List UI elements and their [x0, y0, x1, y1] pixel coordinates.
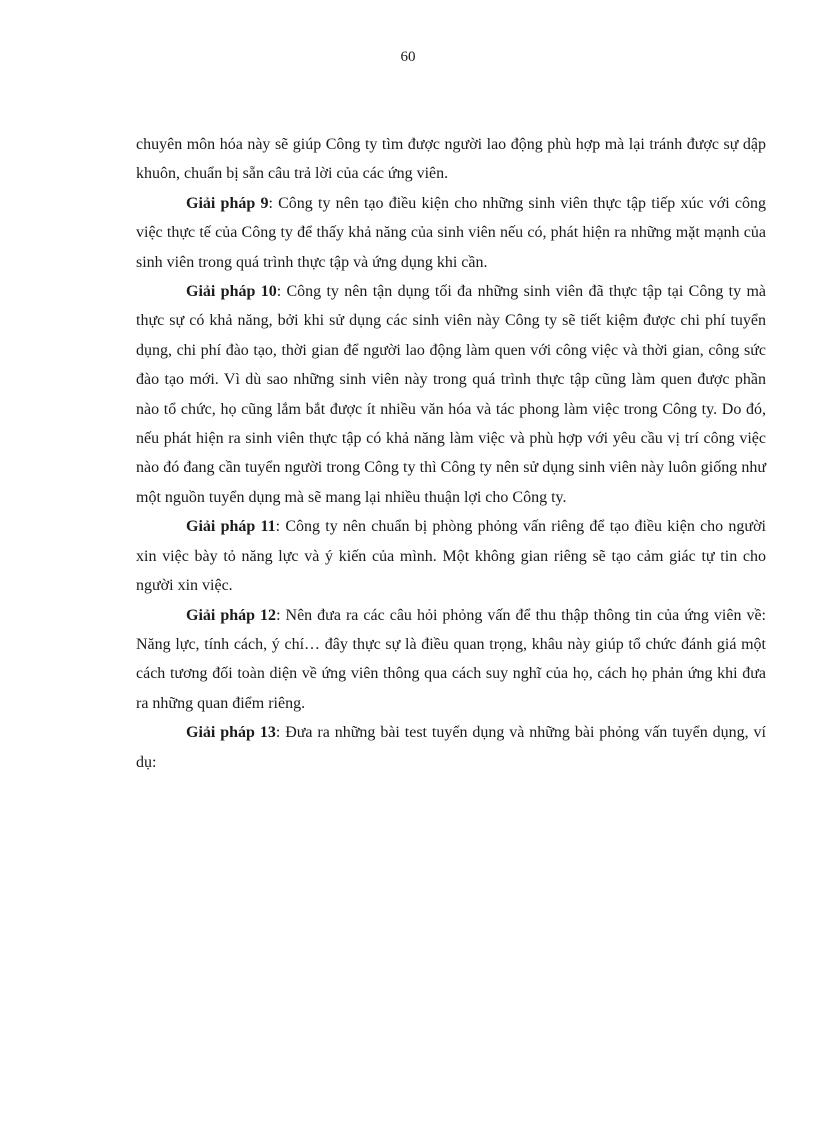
paragraph-text: : Công ty nên tận dụng tối đa những sinh viên đã thực tập tại Công ty mà thực sự có khả năng, bởi khi sử dụng các sinh viên này Công ty sẽ tiết kiệm được chi phí tuyển dụng, chi phí đào tạo, thời gian để người lao động làm quen với công việc và thời gian, công sức đào tạo mới. Vì dù sao những sinh viên này trong quá trình thực tập cũng làm quen được phần nào tổ chức, họ cũng lắm bắt được ít nhiều văn hóa và tác phong làm việc trong Công ty. Do đó, nếu phát hiện ra sinh viên thực tập có khả năng làm việc và phù hợp với yêu cầu vị trí công việc nào đó đang cần tuyển người trong Công ty thì Công ty nên sử dụng sinh viên này luôn giống như một nguồn tuyển dụng mà sẽ mang lại nhiều thuận lợi cho Công ty.: [136, 283, 766, 506]
paragraph-text: chuyên môn hóa này sẽ giúp Công ty tìm được người lao động phù hợp mà lại tránh được sự dập khuôn, chuẩn bị sẵn câu trả lời của các ứng viên.: [136, 136, 766, 183]
solution-label: Giải pháp 12: [186, 606, 277, 624]
paragraph-text: : Nên đưa ra các câu hỏi phỏng vấn để thu thập thông tin của ứng viên về: Năng lực, tính cách, ý chí… đây thực sự là điều quan trọng, khâu này giúp tổ chức đánh giá một cách tương đối toàn diện về ứng viên thông qua cách suy nghĩ của họ, cách họ phản ứng khi đưa ra những quan điểm riêng.: [136, 606, 767, 712]
paragraph-text: : Công ty nên tạo điều kiện cho những sinh viên thực tập tiếp xúc với công việc thực tế của Công ty để thấy khả năng của sinh viên nếu có, phát hiện ra những mặt mạnh của sinh viên trong quá trình thực tập và ứng dụng khi cần.: [136, 194, 766, 271]
page-number: 60: [400, 49, 416, 65]
paragraph-solution-13: [136, 718, 766, 777]
paragraph-text: : Công ty nên chuẩn bị phòng phỏng vấn riêng để tạo điều kiện cho người xin việc bày tỏ năng lực và ý kiến của mình. Một không gian riêng sẽ tạo cảm giác tự tin cho người xin việc.: [136, 518, 766, 595]
solution-label: Giải pháp 13: [186, 724, 276, 742]
body-text: [136, 130, 766, 777]
paragraph-solution-11: [136, 512, 766, 600]
paragraph-continuation: [136, 130, 766, 189]
paragraph-text: : Đưa ra những bài test tuyển dụng và những bài phỏng vấn tuyển dụng, ví dụ:: [136, 724, 766, 771]
solution-label: Giải pháp 9: [186, 194, 269, 212]
solution-label: Giải pháp 10: [186, 283, 277, 301]
paragraph-solution-12: [136, 601, 766, 719]
solution-label: Giải pháp 11: [186, 518, 276, 536]
paragraph-solution-10: [136, 277, 766, 512]
paragraph-solution-9: [136, 189, 766, 277]
